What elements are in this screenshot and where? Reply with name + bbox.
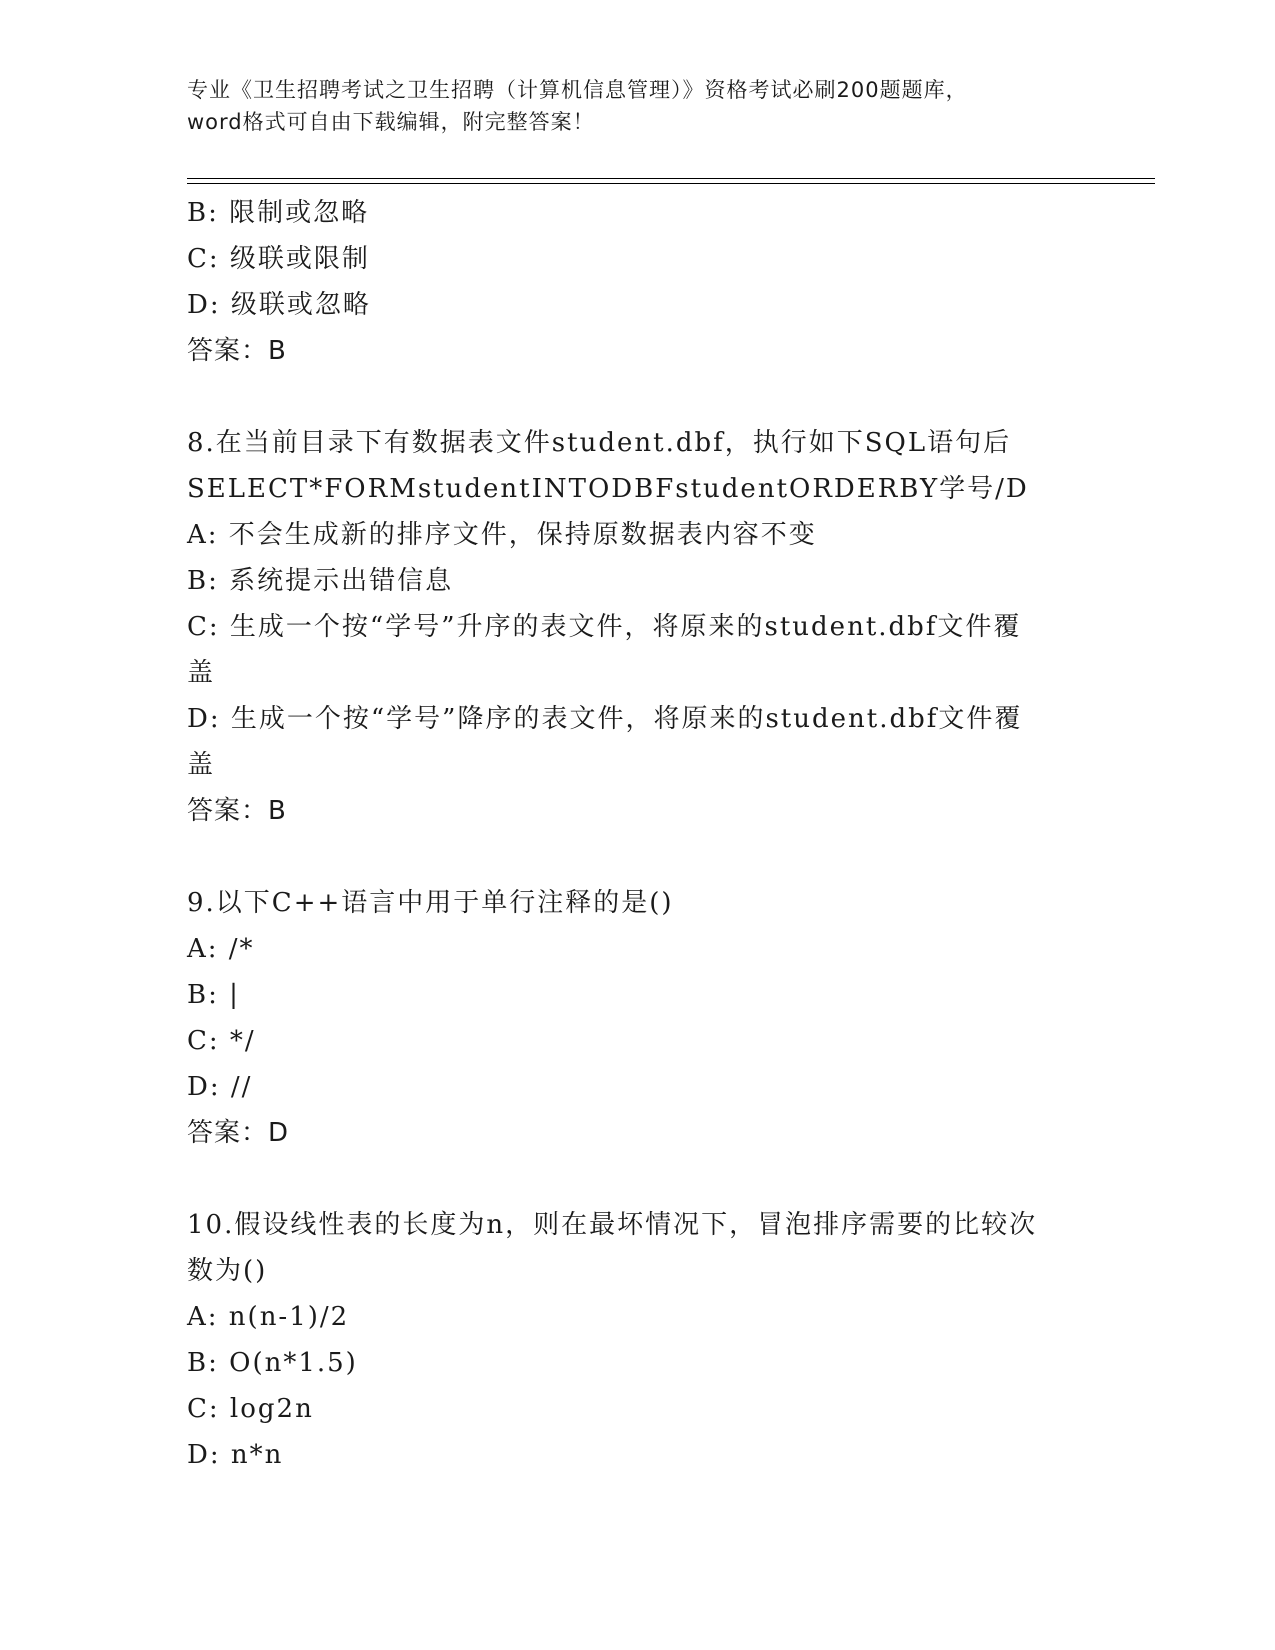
q10-stem-line-2: 数为() [187,1256,268,1286]
question-8 [187,420,1087,834]
q7-option-c: C: 级联或限制 [187,244,370,274]
header-divider-bottom [187,183,1155,184]
header-divider-top [187,178,1155,179]
q10-stem-line-1: 10.假设线性表的长度为n，则在最坏情况下，冒泡排序需要的比较次 [187,1210,1038,1240]
question-7-tail [187,190,1087,374]
q8-option-c-cont: 盖 [187,658,216,688]
q10-option-b: B: O(n*1.5) [187,1348,358,1378]
q8-option-b: B: 系统提示出错信息 [187,566,454,596]
question-content [187,190,1087,1478]
header-line-2: word格式可自由下载编辑，附完整答案！ [187,110,595,134]
q10-option-c: C: log2n [187,1394,314,1424]
q8-option-a: A: 不会生成新的排序文件，保持原数据表内容不变 [187,520,817,550]
q9-stem: 9.以下C++语言中用于单行注释的是() [187,888,674,918]
q7-answer: 答案：B [187,336,287,366]
q9-option-a: A: /* [187,934,255,964]
q9-answer: 答案：D [187,1118,290,1148]
spacer [187,1156,1087,1202]
q8-option-d-cont: 盖 [187,750,216,780]
header-line-1: 专业《卫生招聘考试之卫生招聘（计算机信息管理）》资格考试必刷200题题库， [187,78,968,102]
spacer [187,374,1087,420]
question-10 [187,1202,1087,1478]
q9-option-b: B: | [187,980,240,1010]
q10-option-a: A: n(n-1)/2 [187,1302,350,1332]
q8-stem-line-2: SELECT*FORMstudentINTODBFstudentORDERBY学号/D [187,474,1029,504]
spacer [187,834,1087,880]
document-header [187,74,1087,138]
q7-option-d: D: 级联或忽略 [187,290,371,320]
q8-stem-line-1: 8.在当前目录下有数据表文件student.dbf，执行如下SQL语句后 [187,428,1012,458]
question-9 [187,880,1087,1156]
q9-option-c: C: */ [187,1026,256,1056]
q8-option-c: C: 生成一个按“学号”升序的表文件，将原来的student.dbf文件覆 [187,612,1022,642]
q9-option-d: D: // [187,1072,253,1102]
q10-option-d: D: n*n [187,1440,284,1470]
q7-option-b: B: 限制或忽略 [187,198,370,228]
q8-answer: 答案：B [187,796,287,826]
q8-option-d: D: 生成一个按“学号”降序的表文件，将原来的student.dbf文件覆 [187,704,1023,734]
